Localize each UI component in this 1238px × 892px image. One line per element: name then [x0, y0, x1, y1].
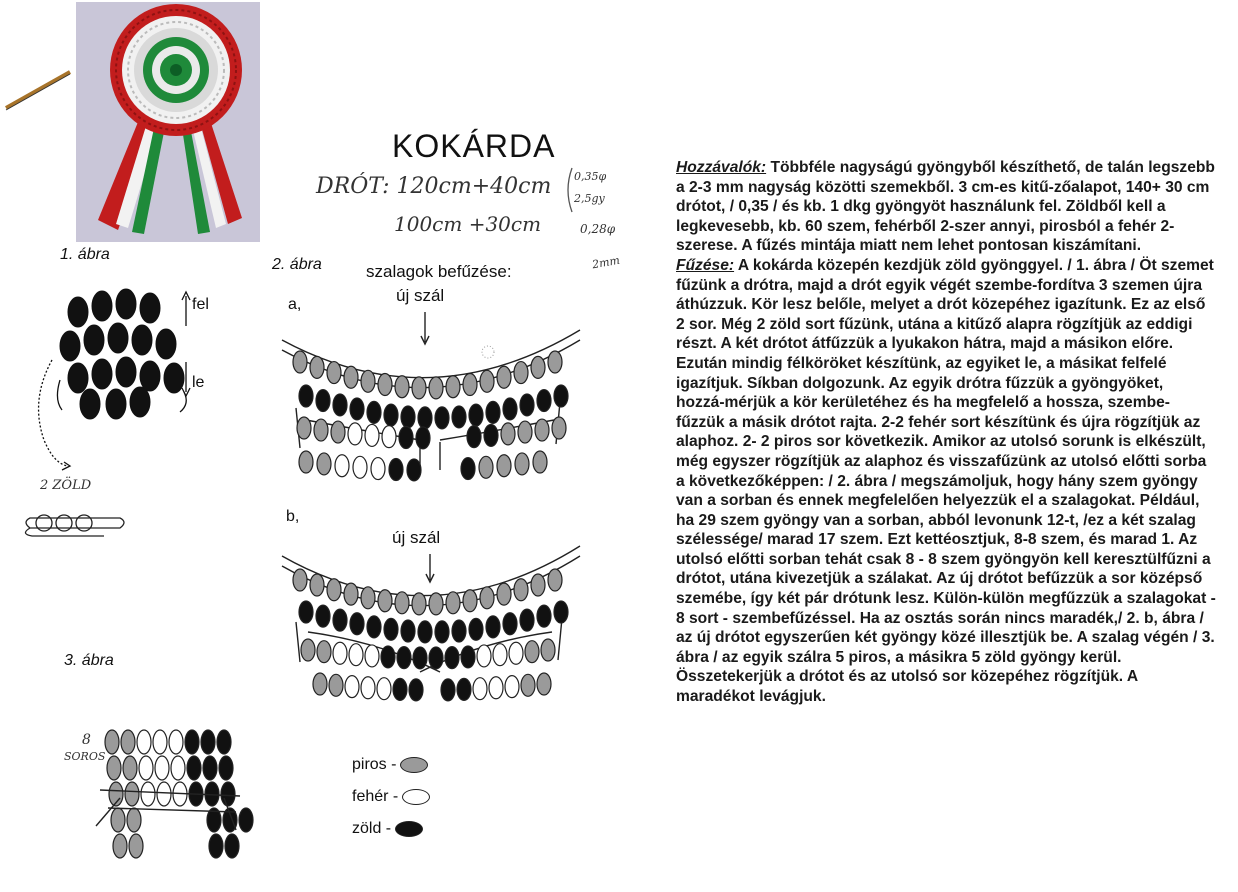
bead [201, 730, 215, 754]
rows-note-b: SOROS [64, 750, 106, 763]
ribbons-title: szalagok befűzése: [366, 262, 512, 281]
bead [217, 730, 231, 754]
materials-body: Többféle nagyságú gyöngyből készíthető, de talán legszebb a 2-3 mm nagyság közötti szemekből. 3 cm-es kitű-zőalapot, 140+ 30 cm drótot, / 0,35 / és kb. 1 dkg gyöngyöt használunk fel. Zöldből kell a legkevesebb, kb. 60 szem, fehérből 2-szer annyi, pirosból a fehér 2-szerese. A fűzés mintája miatt nem lehet pontosan kiszámítani. [676, 159, 1215, 255]
threading-paragraph [676, 256, 1216, 707]
new-wire-a: új szál [396, 286, 445, 305]
materials-heading: Hozzávalók: [676, 159, 767, 176]
bead [185, 730, 199, 754]
down-label: le [192, 374, 205, 391]
wire-note-2: 100cm +30cm [394, 212, 542, 236]
side-note-4: 2mm [591, 253, 621, 272]
fig3-label: 3. ábra [64, 652, 114, 669]
threading-body: A kokárda közepén kezdjük zöld gyönggyel. / 1. ábra / Öt szemet fűzünk a drótra, majd a drót egyik végét szembe-fordítva 3 szemen újra áthúzzuk. Kör lesz belőle, melyet a drót közepéhez igazítunk. Ez az első 2 sor. Még 2 zöld sort fűzünk, utána a kitűző alapra rögzítjük az eddigi részt. A két drótot átfűzzük a lyukakon hátra, majd a másikon előre. Ezután mindig félköröket készítünk, az egyiket le, a másikat felfelé igazítjuk. Síkban dolgozunk. Az egyik drótra fűzzük a gyöngyöket, hozzá-mérjük a kör kerületéhez és ha megfelelő a hossza, szembe-fűzzük a másik drótot rajta. 2-2 fehér sort készítünk és újra rögzítjük az alaphoz. 2- 2 piros sor következik. Amikor az utolsó sorunk is elkészült, még egyszer rögzítjük az alaphoz és visszafűzünk az utolsó előtti sorba a következőképpen: / 2. ábra / megszámoljuk, hogy hány szem gyöngy van a sorban és ennek megfelelően helyezzük el a szalagokat. Például, ha 29 szem gyöngy van a sorban, abból levonunk 12-t, /ez a két szalag szélessége/ marad 17 szem. Ezt kettéosztjuk, 8-8 szem, és marad 1. Az utolsó előtti sorban tehát csak 8 - 8 szem gyöngyön kell keresztülfűzni a drótot, utána kivezetjük a szálakat. Az új drótot befűzzük a sor középső szemébe, így két pár drótunk lesz. Külön-külön megfűzzük a szalagokat - 8 sort - szembefűzéssel. Ha az osztás során nincs maradék,/ 2. b, ábra / az új drótot egyszerűen két gyöngy közé illesztjük be. A szalag végén / 3. ábra / az egyik szálra 5 piros, a másikra 5 zöld gyöngy kerül. Összetekerjük a drótot és az utolsó sor közepéhez rögzítjük. A maradékot levágjuk. [676, 256, 1216, 706]
bead [125, 782, 139, 806]
bead [141, 782, 155, 806]
side-note-2: 2,5gy [574, 192, 605, 205]
label-b: b, [286, 508, 300, 525]
bead [203, 756, 217, 780]
bead [221, 782, 235, 806]
legend-white-bead [402, 789, 430, 805]
green-note: 2 ZÖLD [40, 478, 92, 493]
bead [105, 730, 119, 754]
page-title: KOKÁRDA [392, 128, 556, 164]
bead [107, 756, 121, 780]
bead [153, 730, 167, 754]
bead [219, 756, 233, 780]
rows-note-a: 8 [82, 732, 91, 748]
legend-red-label: piros - [352, 756, 397, 773]
side-note-1: 0,35φ [574, 170, 607, 183]
fig1-label: 1. ábra [60, 246, 110, 263]
wire-note-1: DRÓT: 120cm+40cm [316, 174, 552, 199]
bead [157, 782, 171, 806]
bead [187, 756, 201, 780]
new-wire-b: új szál [392, 528, 441, 547]
legend-green-bead [395, 821, 423, 837]
threading-heading: Fűzése: [676, 256, 735, 274]
instructions-text [676, 158, 1216, 707]
legend-white [352, 788, 430, 806]
bead [155, 756, 169, 780]
bead [239, 808, 253, 832]
materials-paragraph [676, 158, 1216, 256]
bead [137, 730, 151, 754]
bead [225, 834, 239, 858]
legend-green-label: zöld - [352, 820, 392, 837]
legend-red [352, 756, 430, 774]
bead-legend [352, 756, 430, 838]
fig2-label: 2. ábra [272, 256, 322, 273]
bead [169, 730, 183, 754]
bead [139, 756, 153, 780]
side-note-3: 0,28φ [580, 222, 616, 236]
label-a: a, [288, 296, 302, 313]
bead [113, 834, 127, 858]
bead [121, 730, 135, 754]
legend-green [352, 820, 430, 838]
bead [171, 756, 185, 780]
bead [209, 834, 223, 858]
bead [123, 756, 137, 780]
legend-white-label: fehér - [352, 788, 399, 805]
up-label: fel [192, 296, 209, 313]
legend-red-bead [400, 757, 428, 773]
bead [127, 808, 141, 832]
bead [111, 808, 125, 832]
bead [129, 834, 143, 858]
